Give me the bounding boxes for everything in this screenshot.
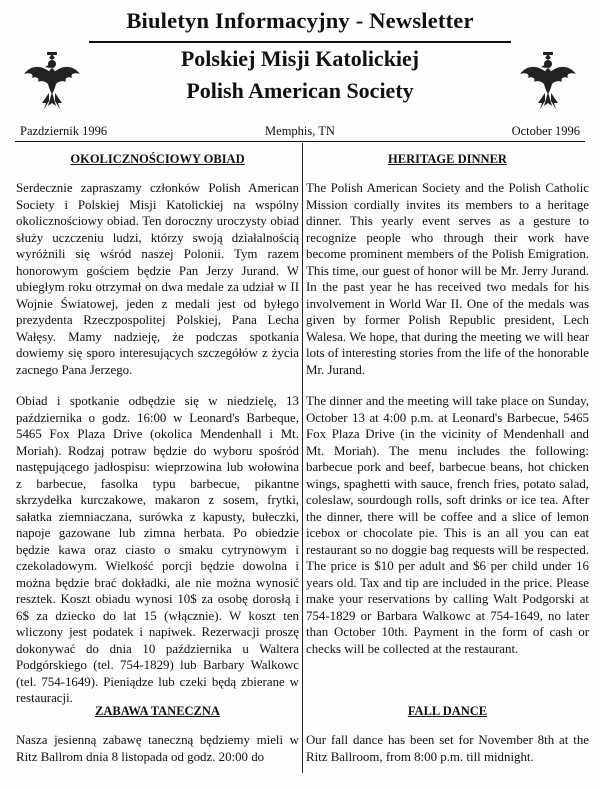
dateline [14, 124, 586, 138]
polish-eagle-crest-icon [516, 50, 580, 112]
publisher-name-english: Polish American Society [186, 78, 414, 103]
publisher-name-polish: Polskiej Misji Katolickiej [180, 46, 420, 71]
date-english: October 1996 [511, 124, 580, 138]
section-heading: OKOLICZNOŚCIOWY OBIAD [70, 152, 245, 166]
masthead [0, 0, 600, 125]
article-paragraph: The Polish American Society and the Polish Catholic Mission cordially invites its members to a heritage dinner. This yearly event serves as a gesture to recognize people who through their work have become prominent members of the Polish Emigration. This time, our guest of honor will be Mr. Jerry Jurand. In the past year he has received two medals for his involvement in World War II. One of the medals was given by former Polish Republic president, Lech Walesa. We hope, that during the meeting we will hear lots of interesting stories from the life of the honorable Mr. Jurand. [306, 181, 589, 377]
column-divider [302, 143, 303, 773]
article-paragraph: Serdecznie zapraszamy członków Polish American Society i Polskiej Misji Katolickiej na wspólny okolicznościowy obiad. Ten doroczny uroczysty obiad służy uczczeniu ludzi, którzy swoją działalnością wyróżnili się wśród naszej Polonii. Tym razem honorowym gościem będzie Pan Jerzy Jurand. W ubiegłym roku otrzymał on dwa medale za udział w II Wojnie Światowej, jeden z medali jest od byłego prezydenta Rzeczpospolitej Polskiej, Pana Lecha Wałęsy. Mamy nadzieję, że podczas spotkania dowiemy się sporo interesujących szczegółów z życia zacnego Pana Jerzego. [16, 181, 299, 377]
date-polish: Pazdziernik 1996 [20, 124, 108, 138]
section-heading: ZABAWA TANECZNA [95, 704, 220, 718]
newsletter-title: Biuletyn Informacyjny - Newsletter [126, 8, 474, 33]
location: Memphis, TN [265, 124, 335, 138]
right-column [306, 152, 589, 672]
section-heading: FALL DANCE [407, 704, 488, 718]
dateline-rule [15, 141, 585, 142]
polish-eagle-crest-icon [20, 50, 84, 112]
article-paragraph: The dinner and the meeting will take place on Sunday, October 13 at 4:00 p.m. at Leonard's Barbecue, 5465 Fox Plaza Drive (in the vicinity of Mendenhall and Mt. Moriah). The menu includes the following: barbecue pork and beef, barbecue beans, hot chicken wings, spaghetti with sauce, french fries, potato salad, coleslaw, sourdough rolls, soft drinks or ice tea. After the dinner, there will be coffee and a slice of lemon icebox or chocolate pie. This is an all you can eat restaurant so no doggie bag requests will be respected. The price is $10 per adult and $6 per child under 16 years old. Tax and tip are included in the price. Please make your reservations by calling Walt Podgorski at 754-1829 or Barbara Walkowc at 754-1649, no later than October 10th. Payment in the form of cash or checks will be collected at the restaurant. [306, 394, 589, 656]
section-heading: HERITAGE DINNER [388, 152, 507, 166]
right-column-section-2 [306, 704, 589, 780]
article-paragraph: Nasza jesienną zabawę taneczną będziemy mieli w Ritz Ballrom dnia 8 listopada od godz. 20:00 do [16, 733, 299, 764]
article-paragraph: Our fall dance has been set for November 8th at the Ritz Ballroom, from 8:00 p.m. till midnight. [306, 733, 589, 764]
left-column [16, 152, 299, 722]
title-rule [89, 41, 511, 43]
left-column-section-2 [16, 704, 299, 780]
article-paragraph: Obiad i spotkanie odbędzie się w niedzielę, 13 października o godz. 16:00 w Leonard's Barbeque, 5465 Fox Plaza Drive (okolica Mendenhall i Mt. Moriah). Rodzaj potraw będzie do wyboru spośród następującego jadłospisu: wieprzowina lub wołowina z barbecue, fasolka typu barbecue, pikantne skrzydełka kurczakowe, makaron z sosem, frytki, sałatka ziemniaczana, surówka z kapusty, bułeczki, napoje gazowane lub zimna herbata. Po obiedzie będzie kawa oraz ciasto o smaku cytrynowym i czekoladowym. Wielkość porcji będzie dowolna i można będzie brać dokładki, ale nie można wynosić resztek. Koszt obiadu wynosi 10$ za osobę dorosłą i 6$ za dziecko do lat 15 (włącznie). W koszt ten wliczony jest podatek i napiwek. Rezerwacji proszę dokonywać do dnia 10 października u Waltera Podgórskiego (tel. 754-1829) lub Barbary Walkowc (tel. 754-1649). Pieniądze lub czeki będą zbierane w restauracji. [16, 394, 299, 705]
